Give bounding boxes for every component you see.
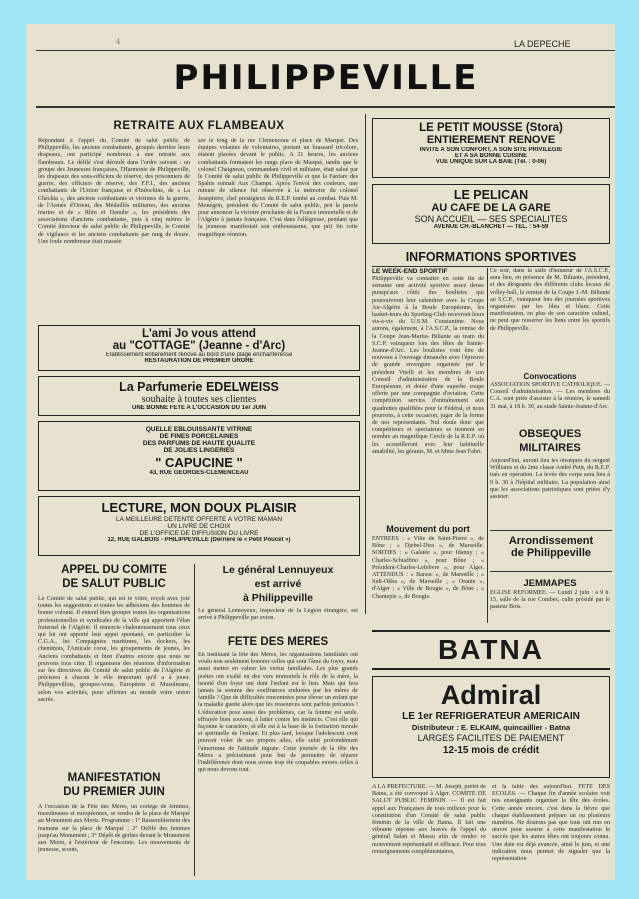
lennuyeux-text: Le général Lennuyeux, inspecteur de la Légion étrangère, est arrivé à Philippeville par avion. (198, 608, 358, 622)
ad-admiral (372, 676, 610, 778)
arrond-box (490, 530, 612, 572)
port-title: Mouvement du port (386, 524, 470, 534)
lennuyeux-title2: est arrivé (254, 578, 302, 590)
ad-lecture-line3: UN LIVRE DE CHOIX (167, 523, 231, 530)
ad-edelweiss-line1: La Parfumerie EDELWEISS (119, 380, 279, 394)
ad-pelican-line3: SON ACCUEIL — SES SPECIALITES (414, 214, 568, 224)
port-text: ENTREES : « Ville de Saint-Pierre », de Bône ; « Djebel-Dira », de Marseille. SORTIES : « Galatée », pour Idanuy ; « Charles-Schiaffino », pour Bône ; « Président-Charles-Lefebvre », pour Alger. ATTENDUS : « Barsac », de Marseille ; « Sidi-Okba », de Marseille ; « Oranie », d'Alger ; « Ville de Bougie », de Bône ; « Chantepie », de Bougie. (372, 536, 484, 600)
ad-lecture-line5: 12, RUE GALBOIS - PHILIPPEVILLE (Derrière le « Petit Poucet ») (107, 537, 291, 543)
jemmapes-title: JEMMAPES (523, 578, 577, 589)
ad-admiral-line2: Distributeur : E. ELKAIM, quincaillier - Batna (411, 723, 571, 732)
ad-pelican (372, 184, 610, 244)
fete-text: En instituant la fête des Mères, les organisations familiales ont voulu non seulement honorer celles qui sont l'âme du foyer, mais aussi mettre en valeur les vertus familiales. Les plus grands poètes ont exalté en des vers immortels le rôle de la mère, la beauté d'un foyer uni dont l'enfant est le lien. Mais qui fera jamais la somme des souffrances endurées par les mères de famille ? Que de difficultés rencontrées pour élever un enfant que la maladie guette alors que les ressources sont parfois précaires ! L'éducation pose aussi des problèmes, car la femme est seule, effrayée bien souvent, à lutter contre les instincts. C'est elle qui façonne le caractère, et elle est à la base de la formation morale et spirituelle de l'enfant. Et plus tard, lorsque l'adolescent croit pouvoir voler de ses propres ailes, elle subit profondément l'amertume de l'attitude ingrate. Cette journée de la fête des Mères a précisément pour but de permettre de réparer l'indifférence dont nous avons trop été coupables envers celles à qui nous devons tout. (198, 652, 358, 774)
ad-petit-mousse-line1: LE PETIT MOUSSE (Stora) (419, 122, 563, 134)
ad-capucine-line2: DE FINES PORCELAINES (159, 433, 239, 440)
ad-cottage-line1: L'ami Jo vous attend (142, 328, 256, 340)
infos-sub1: LE WEEK-END SPORTIF (372, 268, 448, 275)
ad-edelweiss (38, 376, 360, 416)
ad-capucine-line4: DE JOLIES LINGERIES (163, 447, 235, 454)
arrond-line2: de Philippeville (510, 547, 592, 559)
ad-pelican-line2: AU CAFE DE LA GARE (431, 202, 551, 214)
ad-lecture-line2: LA MEILLEURE DETENTE OFFERTE A VOTRE MAMAN (115, 516, 283, 523)
manif-title2: DU PREMIER JUIN (63, 786, 165, 798)
ad-petit-mousse (372, 118, 610, 178)
paper-name: LA DEPECHE (514, 39, 571, 49)
ad-admiral-line1: LE 1er REFRIGERATEUR AMERICAIN (402, 711, 580, 722)
ad-edelweiss-line3: UNE BONNE FETE A L'OCCASION DU 1er JUIN (132, 405, 266, 411)
retraite-text-col1: Répondant à l'appel du Comité de salut public de Philippeville, les anciens combattants, groupés derrière leurs drapeaux, ont participé nombreux à une retraite aux flambeaux. Le défilé s'est déroulé dans l'ordre suivant : un groupe des Jeunesses françaises, l'Harmonie de Philippeville, les drapeaux des sous-officiers de réserve, des prisonniers de guerre, des officiers de réserve, des F.F.I., des anciens combattants de l'Union française et d'Indochine, de « La Chéchia », des anciens combattants et victimes de la guerre, de l'Armée d'Orient, des Médaillés militaires, des anciens marins et de « Rhin et Danube », les présidents des associations d'anciens combattants, puis à cinq mètres le Comité directeur de salut public de Philippeville, le Comité de vigilance et les anciens combattants par rang de douze. Une foule nombreuse était massée (38, 138, 190, 245)
ad-capucine-line1: QUELLE EBLOUISSANTE VITRINE (145, 426, 253, 433)
manif-text: A l'occasion de la Fête des Mères, un cortège de femmes, musulmanes et européennes, se rendra de la place de Marqué au Monument aux Morts. Programme : 1° Rassemblement des mamans sur la place de Marqué ; 2° Défilé des femmes jusqu'au Monument ; 3° Dépôt de gerbes devant le Monument aux Morts, à l'extérieur de l'enceinte. Les mouvements de jeunesse, scouts, (38, 804, 190, 854)
obseques-title2: MILITAIRES (519, 442, 581, 454)
fete-title: FETE DES MERES (227, 636, 329, 648)
ad-lecture-line4: DE L'OFFICE DE DIFFUSION DU LIVRE (139, 530, 259, 537)
appel-title2: DE SALUT PUBLIC (62, 578, 166, 590)
batna-col1: A LA PREFECTURE. — M. Joseph, préfet de Batna, a été convoqué à Alger. COMITE DE SALUT PUBLIC FEMININ. — Il est fait appel aux Françaises de tous milieux pour la constitution d'un Comité de salut public féminin de la ville de Batna. Il fait une vibrante réponse aux braves de l'appel du général Salan et Massu afin de rendre ce mouvement représentatif et efficace. Pour tous renseignements complémentaires, (372, 784, 486, 855)
ad-edelweiss-line2: souhaite à toutes ses clientes (141, 394, 257, 405)
ad-petit-mousse-line4: ET A SA BONNE CUISINE (454, 153, 528, 159)
manif-title1: MANIFESTATION (67, 772, 161, 784)
ad-pelican-line1: LE PELICAN (453, 188, 529, 202)
ad-admiral-line3: LARGES FACILITES DE PAIEMENT (417, 733, 565, 743)
infos-title: INFORMATIONS SPORTIVES (372, 250, 610, 267)
ad-petit-mousse-line3: INVITE A SON CONFORT, A SON SITE PRIVILEGIE (419, 147, 563, 153)
ad-admiral-line4: 12-15 mois de crédit (442, 745, 540, 756)
ad-petit-mousse-line5: VUE UNIQUE SUR LA BAIE (Tél. : 0-06) (435, 159, 547, 165)
infos-sub2: Convocations (523, 372, 577, 381)
masthead: PHILIPPEVILLE (173, 58, 479, 98)
ad-lecture (38, 496, 360, 556)
ad-cottage-line4: RESTAURATION DE PREMIER ORDRE (144, 358, 254, 364)
ad-lecture-line1: LECTURE, MON DOUX PLAISIR (101, 500, 297, 515)
ad-petit-mousse-line2: ENTIEREMENT RENOVE (426, 134, 556, 146)
ad-capucine (38, 421, 360, 491)
retraite-title: RETRAITE AUX FLAMBEAUX (113, 120, 285, 132)
ad-pelican-line4: AVENUE CH.-BLANCHET — TEL. : 54-59 (433, 224, 549, 230)
lennuyeux-title1: Le général Lennuyeux (222, 564, 334, 576)
appel-text: Le Comité de salut public, qui est le vôtre, reçoit avec joie toutes les suggestions et toutes les adhésions des hommes de bonne volonté. Il entend bien grouper toutes les organisations professionnelles et syndicales de la ville qui apportent l'élan fraternel de l'Algérie. Il remercie chaleureusement tous ceux qui lui ont apporté leur appui spontané, en particulier la C.G.A., les Compagnies maritimes, les dockers, les cheminots, l'Amicale corse, les groupements de jeunes, les Anciens combattants et bien d'autres encore que nous ne pouvons tous citer. Il organisera des réunions d'information sur les directives du Comité de salut public de l'Algérie et précisera à chacun le rôle important qu'il a à jouer. Philippevillois, groupez-vous, Européens et Musulmans, selon vos activités, pour affirmer au monde votre union sacrée. (38, 596, 190, 703)
newspaper-page (26, 24, 615, 880)
ad-capucine-line5: " CAPUCINE " (155, 455, 243, 470)
batna-col2: et la table des aujourd'hui. FETE DES ECOLES. — Chaque fin d'année scolaire voit nos enseignants organiser la fête des écoles. Cette année encore, c'est dans la fièvre que chaque établissement prépare un ou plusieurs numéros. Ne doutons pas que tous ont mis en œuvre pour assurer à cette manifestation le succès que les autres fêtes ont toujours connu. Une date est déjà avancée, ainsi le juin, et une indication nous permet de signaler que la représentation (492, 784, 610, 863)
batna-title: BATNA (372, 630, 610, 670)
infos-text2: ASSOCIATION SPORTIVE CATHOLIQUE. — Conseil d'administration. — Les membres du C.A. sont priés d'assister à la réunion, le samedi 31 mai, à 18 h. 30, au stade Sainte-Jeanne-d'Arc. (490, 382, 610, 410)
ad-capucine-line6: 43, RUE GEORGES-CLEMENCEAU (149, 470, 249, 476)
ad-capucine-line3: DES PARFUMS DE HAUTE QUALITE (142, 440, 256, 447)
arrond-line1: Arrondissement (508, 535, 594, 547)
jemmapes-text: EGLISE REFORMEE. — Lundi 2 juin : à 9 h. 15, salle de la rue Combes, culte présidé par le pasteur Bois. (490, 590, 610, 611)
ad-cottage-line3: Etablissement entièrement rénové au bord d'une plage enchanteresse (105, 352, 293, 358)
infos-col2: Ce soir, dans la salle d'honneur de l'A.S.C.P., aura lieu, en présence de M. Biliante, président, et des dirigeants des différents clubs locaux de volley-ball, la remise de la Coupe J.-M. Biliante au S.C.P., vainqueur lors des journées sportives organisées par les bleu et blanc. Cette manifestation, en plus de son caractère cultuel, ne peut que resserrer les liens entre les sportifs de Philippeville. (490, 268, 610, 332)
obseques-text: Aujourd'hui, auront lieu les obsèques du sergent Williams et du 2me classe André Petit, du R.E.P. tués en opération. La levée des corps aura lieu à 9 h. 30 à l'hôpital militaire. La population ainsi que les associations patriotiques sont priées d'y assister. (490, 458, 610, 501)
appel-title1: APPEL DU COMITE (61, 564, 167, 576)
retraite-text-col2: sée le long de la rue Clemenceau et place de Marqué. Des équipes volantes de volontaires, portant un brassard tricolore, étaient placées devant le public. A 21 heures, les anciens combattants formaient les rangs place de Marqué, tandis que le colonel Chaigneau, commandant civil et militaire, était salué par le Comité de salut public de Philippeville et que la Fanfare des Spahis sonnait Aux Champs. Après l'envoi des couleurs, une minute de silence fut observée à la mémoire du colonel Jeanpierre, chef prestigieux du R.E.P. tombé au combat. Puis M. Monégrin, président du Comité de salut public, prit la parole pour annoncer la victoire prochaine de la France immortelle et de l'Algérie à jamais française. C'est dans l'allégresse, pendant que la jeunesse manifestait son enthousiasme, que prit fin cette magnifique réunion. (198, 138, 358, 238)
obseques-title1: OBSEQUES (518, 428, 582, 440)
ad-admiral-brand: Admiral (440, 680, 542, 710)
ad-cottage (38, 325, 360, 371)
infos-col1: Philippeville va connaître en cette fin de semaine une activité sportive assez dense puisqu'aux côtés des boulistes qui poursuivront leur calendrier avec la Coupe Air-Algérie à la Boule Européenne, les basket-teurs du Sporting-Club recevront leurs vis-à-vis du U.S.M. Constantine. Nous aurons, également, à l'A.S.C.P., la remise de la Coupe Jean-Marius Biliante au team du S.C.P. vainqueur lors des fêtes de Sainte-Jeanne-d'Arc. Les boulistes vont être de nouveau à l'ouvrage dimanche avec l'épreuve de grande envergure organisée par le président Vitelli et les membres de son Conseil d'administration de la Boule Européenne, et dotée d'une superbe coupe offerte par une compagnie d'aviation. Cette compétition servira d'entraînement aux quadrettes qualifiées pour le Fédéral, et nous pourrons, à cette occasion, juger de la forme de nos représentants. Nul doute donc que compétiteurs et spectateurs se tiennent en nombre au magnifique Cercle de la R.E.P. où les accueilleront avec leur habituelle amabilité, les gérants, M. et Mme Jean Fabri. (372, 276, 484, 455)
lennuyeux-title3: à Philippeville (242, 592, 314, 604)
page-number: 4 (116, 38, 121, 46)
ad-cottage-line2: au "COTTAGE" (Jeanne - d'Arc) (112, 340, 286, 352)
